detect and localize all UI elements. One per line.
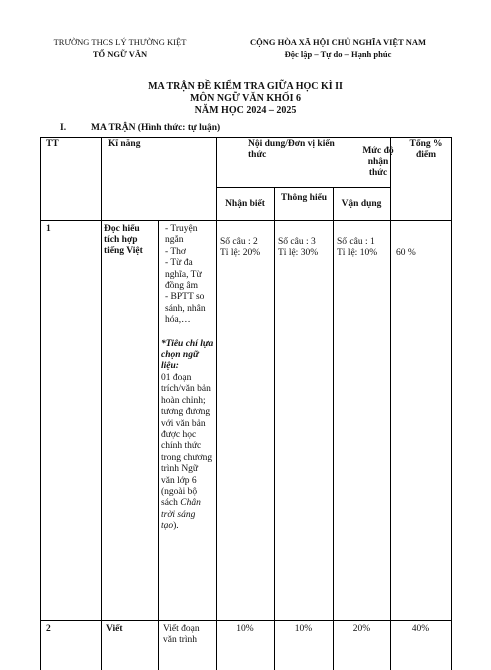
row1-total: 60 % <box>396 248 416 258</box>
row1-recognize: Số câu : 2 Tỉ lệ: 20% <box>220 237 261 258</box>
row1-apply: Số câu : 1 Tỉ lệ: 10% <box>337 237 378 258</box>
content-item: - BPTT so sánh, nhân hóa,… <box>165 292 206 326</box>
row2-skill: Viết <box>106 624 123 634</box>
header-skill: Kĩ năng <box>108 139 141 149</box>
row2-apply: 20% <box>352 624 371 634</box>
header-tt: TT <box>46 139 59 149</box>
content-item: - Thơ <box>165 246 186 257</box>
selection-criteria-title: *Tiêu chí lựa chọn ngữ liệu: <box>161 338 214 372</box>
row2-recognize: 10% <box>236 624 254 634</box>
country-name: CỘNG HÒA XÃ HỘI CHỦ NGHĨA VIỆT NAM <box>249 37 427 47</box>
row1-understand: Số câu : 3 Tỉ lệ: 30% <box>278 237 319 258</box>
row2-total: 40% <box>411 624 430 634</box>
row1-tt: 1 <box>46 224 51 234</box>
content-item: - Từ đa nghĩa, Từ đồng âm <box>165 258 202 292</box>
school-name: TRƯỜNG THCS LÝ THƯỜNG KIỆT <box>53 37 187 47</box>
row1-content <box>161 224 214 533</box>
content-item: - Truyện ngắn <box>165 224 198 246</box>
header-understand: Thông hiểu <box>280 193 328 203</box>
national-motto: Độc lập – Tự do – Hạnh phúc <box>284 49 392 59</box>
document-title-3: NĂM HỌC 2024 – 2025 <box>194 105 297 116</box>
selection-criteria-body: 01 đoạn trích/văn bản hoàn chỉnh; tương đương với văn bản được học chính thức trong chương trình Ngữ văn lớp 6 (ngoài bộ sách Chân trời sáng tạo). <box>161 372 213 532</box>
section-title: MA TRẬN (Hình thức: tự luận) <box>91 123 221 133</box>
section-number: I. <box>60 123 67 133</box>
header-level: Mức độ nhận thức <box>362 146 394 178</box>
row2-content: Viết đoạn văn trình <box>163 624 200 645</box>
document-title-1: MA TRẬN ĐỀ KIỂM TRA GIỮA HỌC KÌ II <box>148 81 343 92</box>
header-recognize: Nhận biết <box>225 199 265 209</box>
row1-skill: Đọc hiểu tích hợp tiếng Việt <box>104 224 143 256</box>
header-total: Tổng % điểm <box>409 139 443 160</box>
header-content: Nội dung/Đơn vị kiến thức <box>248 139 335 160</box>
row2-understand: 10% <box>294 624 313 634</box>
document-title-2: MÔN NGỮ VĂN KHỐI 6 <box>189 93 302 104</box>
row2-tt: 2 <box>46 624 51 634</box>
department-name: TỔ NGỮ VĂN <box>92 49 148 59</box>
header-apply: Vận dụng <box>341 199 382 209</box>
